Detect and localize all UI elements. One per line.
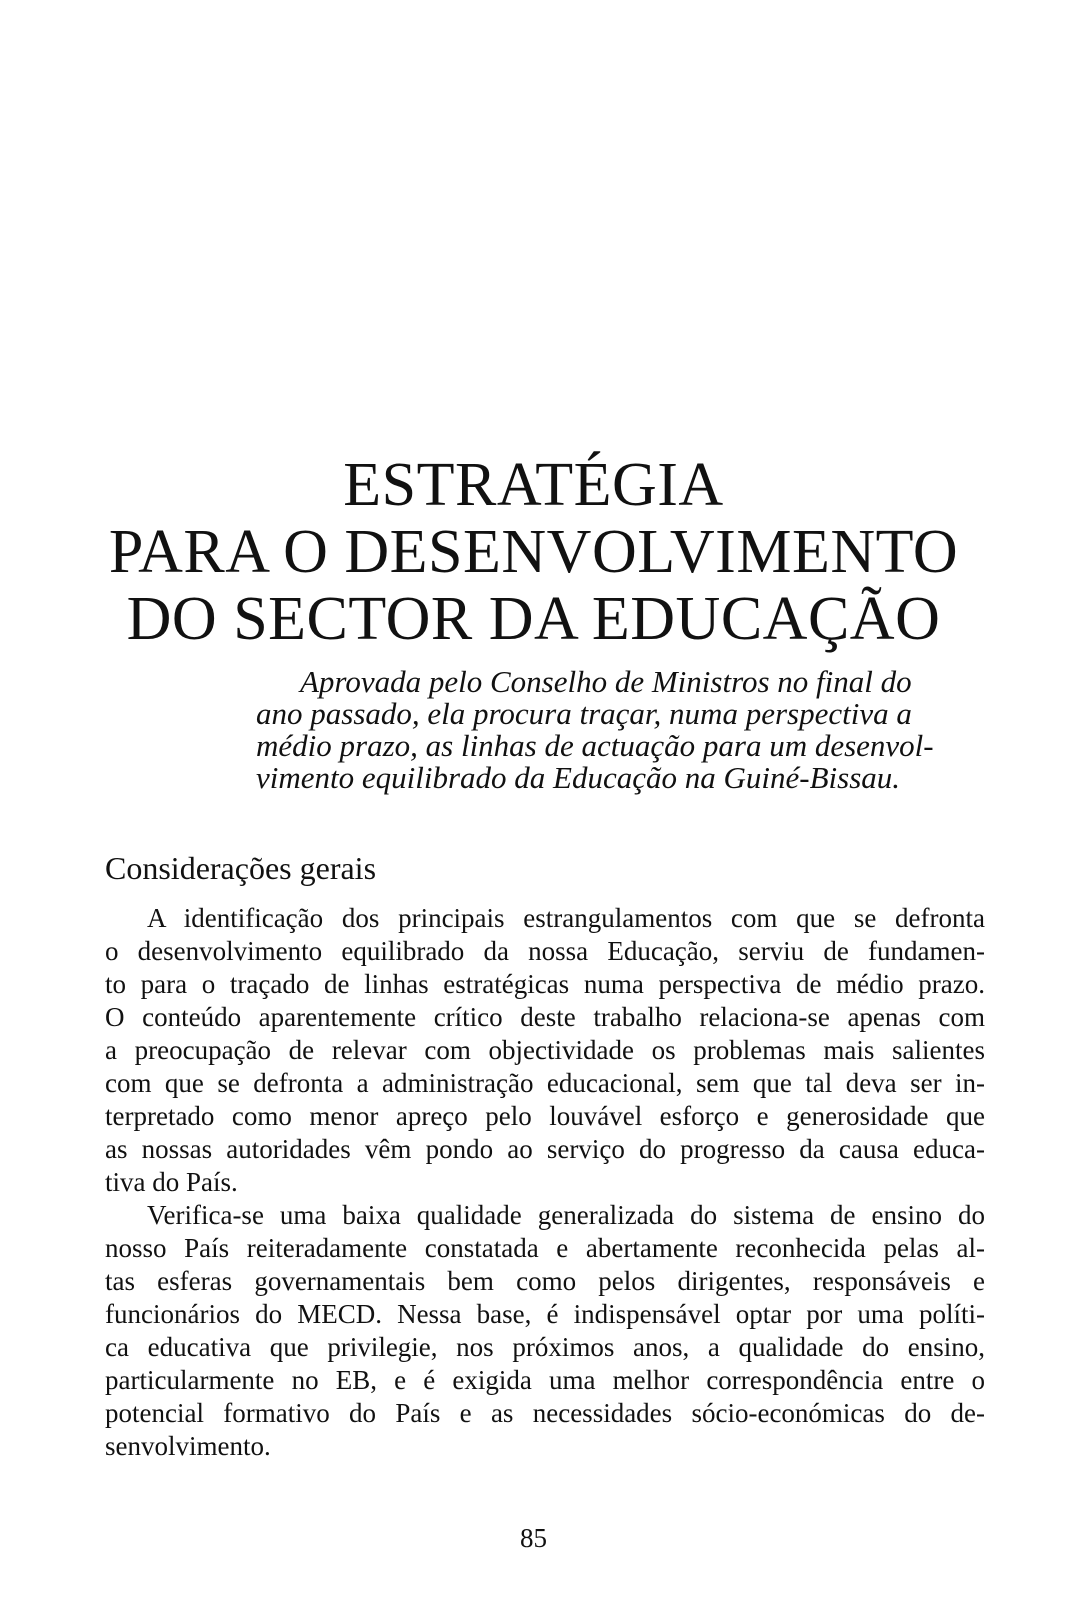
body-line: potencial formativo do País e as necessidades sócio-económicas do de- <box>105 1398 985 1428</box>
page-number: 85 <box>520 1523 547 1553</box>
body-line: ca educativa que privilegie, nos próximos anos, a qualidade do ensino, <box>105 1332 985 1362</box>
body-line: tiva do País. <box>105 1167 238 1197</box>
body-line: funcionários do MECD. Nessa base, é indispensável optar por uma políti- <box>105 1299 985 1329</box>
lead-line: ano passado, ela procura traçar, numa perspectiva a <box>256 696 912 731</box>
body-line: o desenvolvimento equilibrado da nossa Educação, serviu de fundamen- <box>105 936 985 966</box>
body-line: Verifica-se uma baixa qualidade generalizada do sistema de ensino do <box>147 1200 985 1230</box>
title-line: PARA O DESENVOLVIMENTO <box>108 518 959 586</box>
section-heading: Considerações gerais <box>105 850 377 886</box>
body-line: as nossas autoridades vêm pondo ao serviço do progresso da causa educa- <box>105 1134 985 1164</box>
body-line: com que se defronta a administração educacional, sem que tal deva ser in- <box>105 1068 985 1098</box>
body-line: nosso País reiteradamente constatada e abertamente reconhecida pelas al- <box>105 1233 985 1263</box>
body-line: senvolvimento. <box>105 1431 271 1461</box>
body-line: terpretado como menor apreço pelo louvável esforço e generosidade que <box>105 1101 985 1131</box>
body-line: particularmente no EB, e é exigida uma melhor correspondência entre o <box>105 1365 985 1395</box>
title-line: ESTRATÉGIA <box>343 451 724 519</box>
title-line: DO SECTOR DA EDUCAÇÃO <box>126 585 941 653</box>
article-lead <box>256 666 983 794</box>
body-line: to para o traçado de linhas estratégicas numa perspectiva de médio prazo. <box>105 969 985 999</box>
body-line: tas esferas governamentais bem como pelos dirigentes, responsáveis e <box>105 1266 985 1296</box>
lead-line: médio prazo, as linhas de actuação para um desenvol- <box>256 728 934 763</box>
lead-line: vimento equilibrado da Educação na Guiné-Bissau. <box>256 760 901 795</box>
section-body <box>105 902 985 1463</box>
body-line: a preocupação de relevar com objectividade os problemas mais salientes <box>105 1035 985 1065</box>
body-line: A identificação dos principais estrangulamentos com que se defronta <box>147 903 985 933</box>
lead-line: Aprovada pelo Conselho de Ministros no final do <box>300 664 912 699</box>
body-line: O conteúdo aparentemente crítico deste trabalho relaciona-se apenas com <box>105 1002 985 1032</box>
article-title <box>0 452 1067 653</box>
